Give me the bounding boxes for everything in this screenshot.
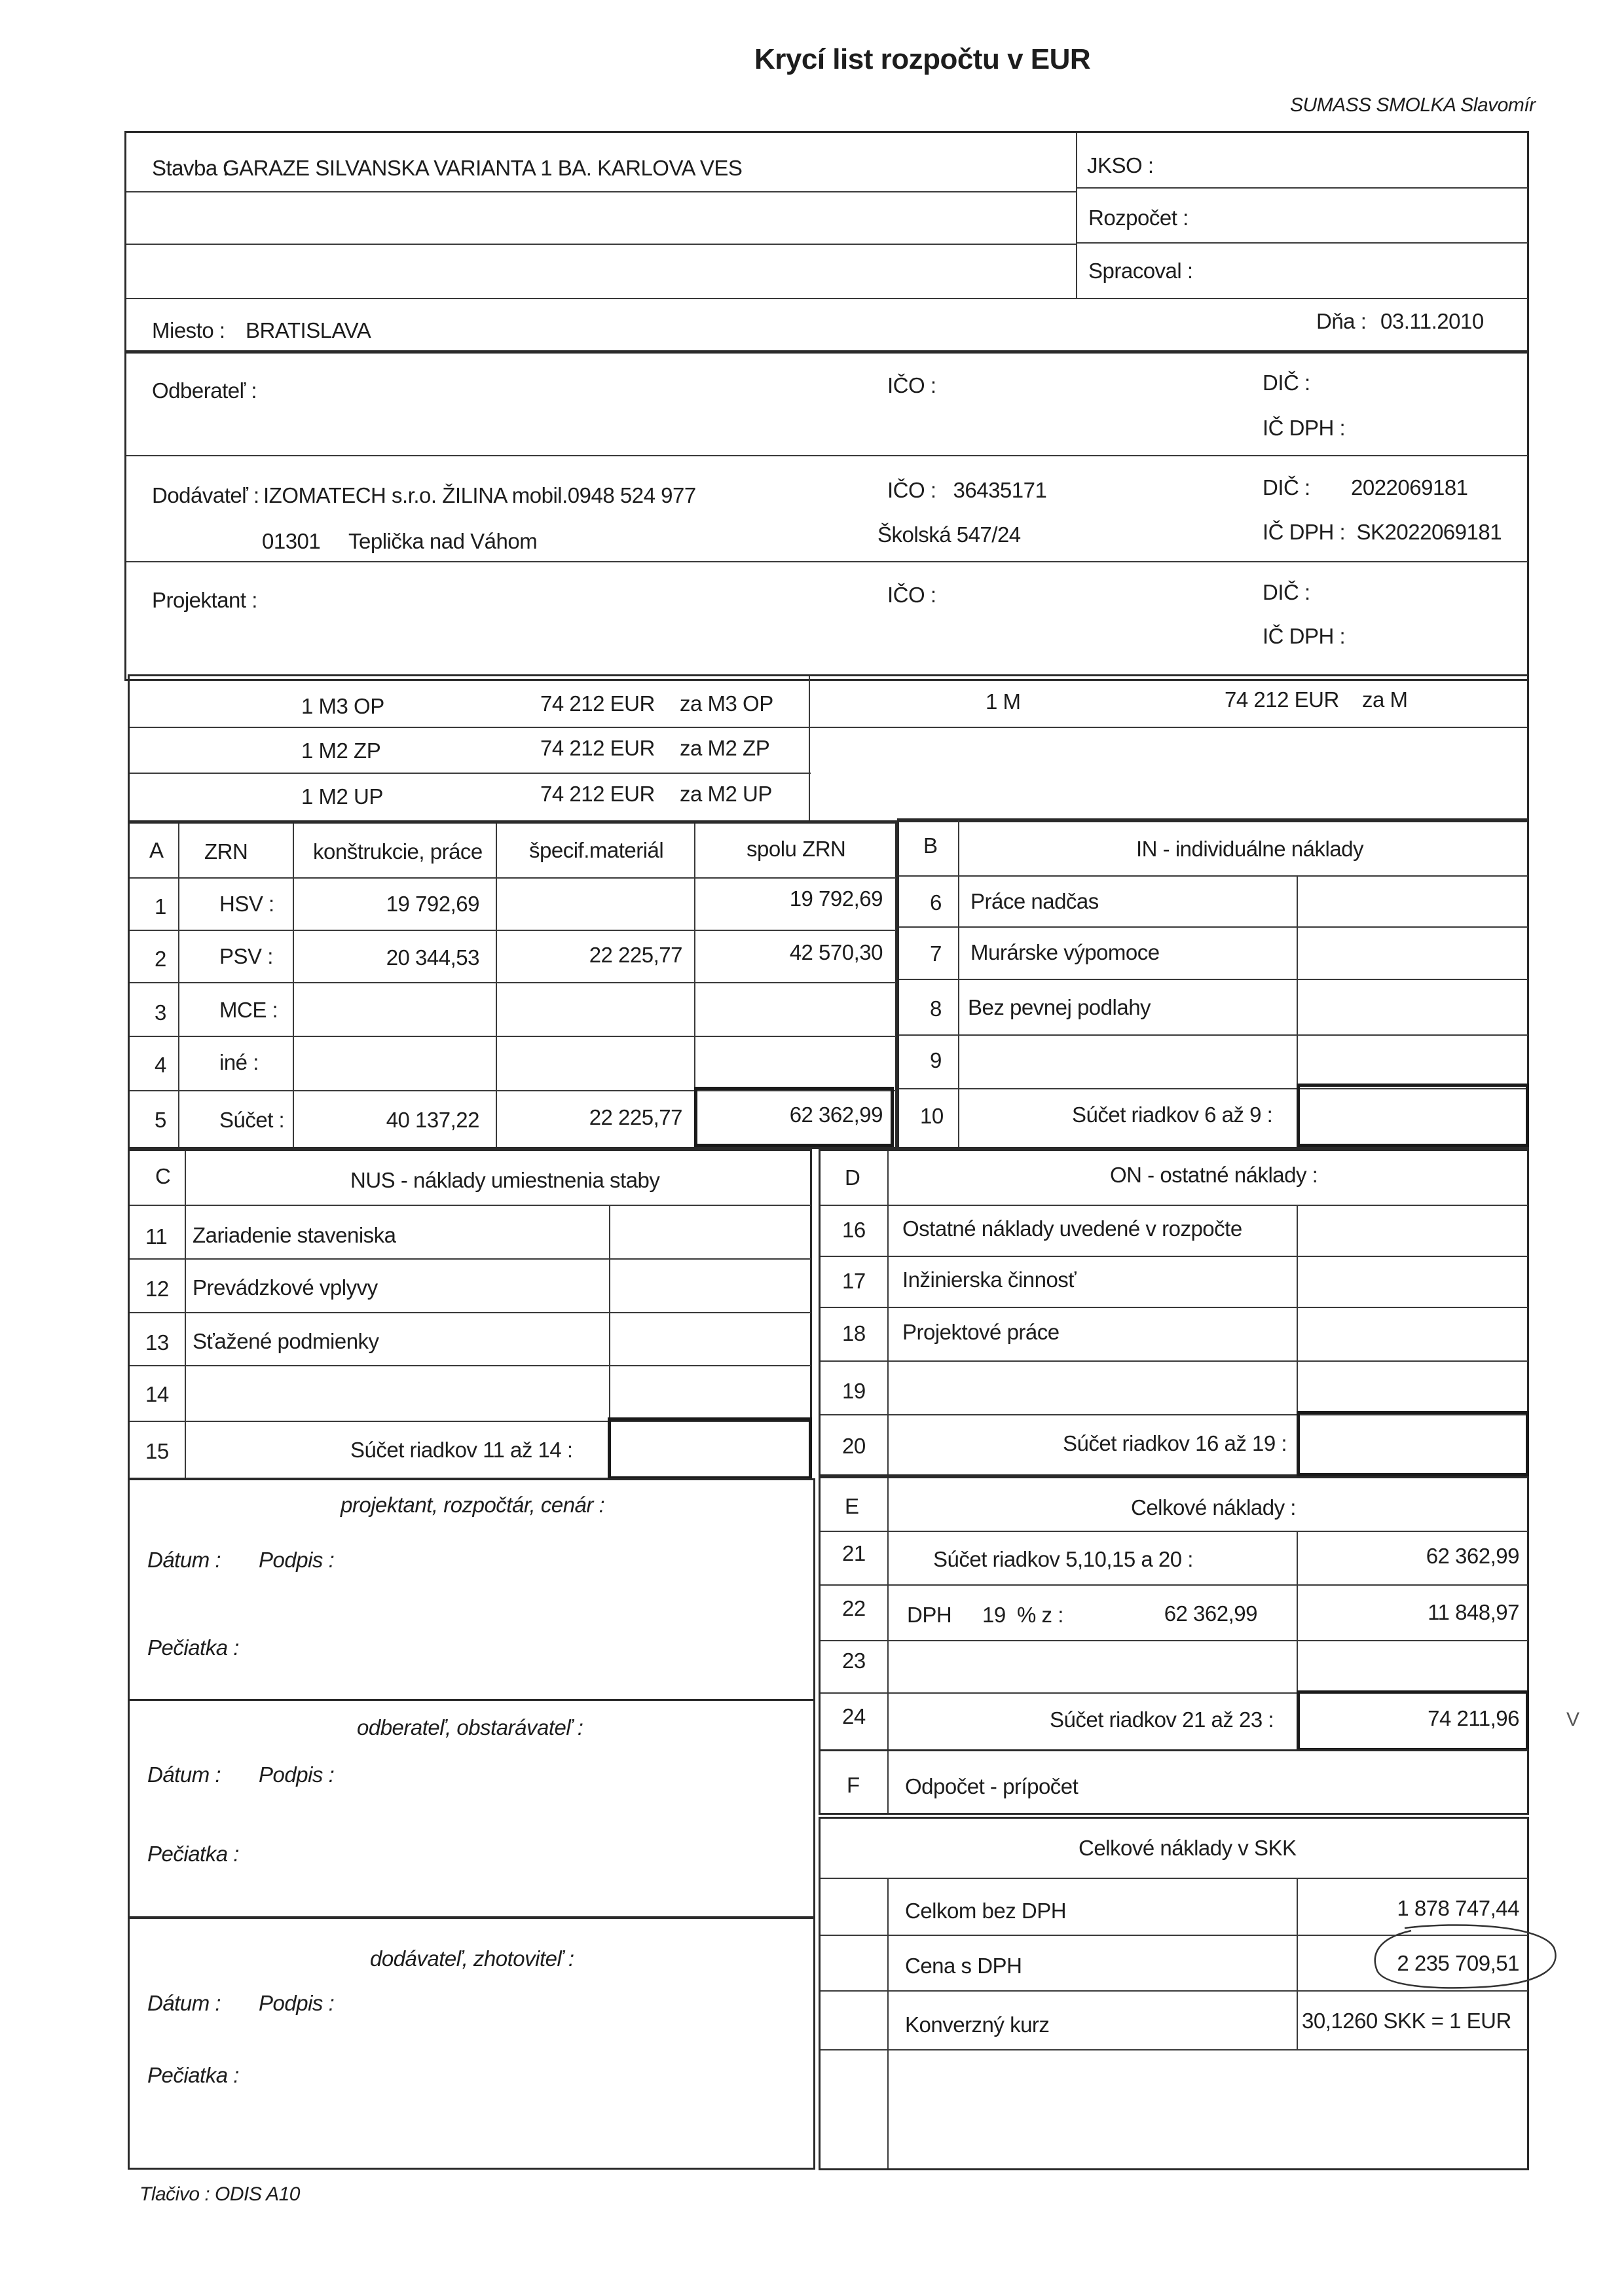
row-11-label: Zariadenie staveniska (193, 1223, 396, 1247)
dodavatel-label: Dodávateľ : (152, 483, 259, 507)
sum-d-box (1297, 1411, 1529, 1476)
sign-3-podpis: Podpis : (259, 1991, 335, 2015)
jkso-label: JKSO : (1087, 153, 1154, 177)
odberatel-label: Odberateľ : (152, 378, 257, 403)
skk-kurz-label: Konverzný kurz (905, 2013, 1050, 2037)
dodavatel-icdph: IČ DPH : SK2022069181 (1263, 520, 1502, 544)
row-9-no: 9 (930, 1048, 942, 1072)
row-6-no: 6 (930, 890, 942, 915)
dodavatel-street: Školská 547/24 (877, 522, 1021, 547)
spracoval-label: Spracoval : (1088, 259, 1193, 283)
section-d-title: ON - ostatné náklady : (1110, 1163, 1318, 1187)
dodavatel-dic-value: 2022069181 (1351, 475, 1468, 500)
skk-kurz-value: 30,1260 SKK = 1 EUR (1302, 2009, 1511, 2033)
row-21-value: 62 362,99 (1426, 1544, 1519, 1568)
unit-2-per: za M2 ZP (680, 736, 770, 760)
section-f-letter: F (847, 1773, 860, 1797)
row-13-no: 13 (145, 1330, 169, 1355)
sign-2-podpis: Podpis : (259, 1762, 335, 1787)
unit-1-price: 74 212 EUR (540, 691, 655, 716)
row-5-spolu: 62 362,99 (789, 1102, 883, 1127)
dodavatel-dic-label: DIČ : (1263, 475, 1310, 500)
row-17-label: Inžinierska činnosť (902, 1267, 1077, 1292)
row-23-no: 23 (842, 1649, 866, 1673)
sign-1-datum: Dátum : (147, 1548, 221, 1572)
skk-title: Celkové náklady v SKK (1079, 1836, 1297, 1860)
row-11-no: 11 (145, 1224, 168, 1248)
section-c-letter: C (155, 1164, 171, 1188)
row-16-no: 16 (842, 1218, 866, 1242)
margin-mark: V (1566, 1709, 1579, 1730)
odberatel-ico: IČO : (887, 373, 936, 397)
material-header: špecif.materiál (529, 838, 664, 862)
page-title: Krycí list rozpočtu v EUR (754, 43, 1091, 75)
row-24-label: Súčet riadkov 21 až 23 : (1050, 1707, 1274, 1732)
skk-s-dph-label: Cena s DPH (905, 1954, 1022, 1978)
section-c-title: NUS - náklady umiestnenia staby (350, 1168, 660, 1192)
row-5-prace: 40 137,22 (386, 1108, 479, 1132)
section-f-label: Odpočet - prípočet (905, 1774, 1079, 1798)
handwritten-circle (1365, 1922, 1562, 1994)
row-1-prace: 19 792,69 (386, 892, 479, 916)
konstrukcie-header: konštrukcie, práce (313, 839, 483, 864)
stavba-value: GARAZE SILVANSKA VARIANTA 1 BA. KARLOVA VES (223, 156, 743, 180)
unit-m: 1 M (986, 689, 1021, 714)
skk-bez-dph-label: Celkom bez DPH (905, 1899, 1067, 1923)
row-2-label: PSV : (219, 944, 273, 968)
row-22-base: 62 362,99 (1164, 1601, 1257, 1626)
row-1-spolu: 19 792,69 (789, 886, 883, 911)
sign-1-podpis: Podpis : (259, 1548, 335, 1572)
section-a-letter: A (149, 838, 164, 862)
row-19-no: 19 (842, 1379, 866, 1403)
sign-2-datum: Dátum : (147, 1762, 221, 1787)
projektant-dic: DIČ : (1263, 580, 1310, 604)
unit-m-per: za M (1362, 687, 1408, 712)
unit-1: 1 M3 OP (301, 694, 384, 718)
row-15-label: Súčet riadkov 11 až 14 : (350, 1438, 573, 1462)
sign-1-peciatka: Pečiatka : (147, 1635, 239, 1660)
dna-value: 03.11.2010 (1380, 309, 1484, 333)
unit-3: 1 M2 UP (301, 784, 383, 809)
row-2-no: 2 (155, 947, 166, 971)
row-5-material: 22 225,77 (589, 1105, 682, 1129)
row-22-no: 22 (842, 1596, 866, 1620)
row-8-no: 8 (930, 996, 942, 1021)
row-2-prace: 20 344,53 (386, 945, 479, 970)
row-5-label: Súčet : (219, 1108, 285, 1132)
spolu-header: spolu ZRN (747, 837, 846, 861)
section-d-letter: D (845, 1165, 860, 1190)
row-22-rate: 19 % z : (982, 1603, 1063, 1627)
odberatel-icdph: IČ DPH : (1263, 416, 1346, 440)
row-2-material: 22 225,77 (589, 943, 682, 967)
stavba-label: Stavba : (152, 156, 229, 180)
sign-3-datum: Dátum : (147, 1991, 221, 2015)
rozpocet-label: Rozpočet : (1088, 206, 1189, 230)
row-24-value: 74 211,96 (1428, 1706, 1519, 1730)
section-b-title: IN - individuálne náklady (1136, 837, 1364, 861)
unit-3-per: za M2 UP (680, 782, 772, 806)
row-18-no: 18 (842, 1321, 866, 1345)
unit-2-price: 74 212 EUR (540, 736, 655, 760)
skk-box (819, 1817, 1529, 2170)
row-1-label: HSV : (219, 892, 274, 916)
row-22-value: 11 848,97 (1428, 1600, 1519, 1624)
unit-m-price: 74 212 EUR (1225, 687, 1339, 712)
row-4-no: 4 (155, 1053, 166, 1077)
author: SUMASS SMOLKA Slavomír (1290, 94, 1536, 116)
row-16-label: Ostatné náklady uvedené v rozpočte (902, 1216, 1242, 1241)
sign-3-peciatka: Pečiatka : (147, 2063, 239, 2087)
dodavatel-ico: IČO : 36435171 (887, 478, 1047, 502)
zrn-header: ZRN (204, 839, 248, 864)
row-17-no: 17 (842, 1269, 866, 1293)
row-5-no: 5 (155, 1108, 166, 1132)
unit-1-per: za M3 OP (680, 691, 773, 716)
row-24-no: 24 (842, 1704, 866, 1728)
row-8-label: Bez pevnej podlahy (968, 995, 1151, 1019)
row-2-spolu: 42 570,30 (789, 940, 883, 964)
sign-2-peciatka: Pečiatka : (147, 1842, 239, 1866)
section-e-title: Celkové náklady : (1131, 1495, 1296, 1520)
sign-2-title: odberateľ, obstarávateľ : (357, 1715, 583, 1740)
row-15-no: 15 (145, 1439, 169, 1463)
skk-s-dph-value: 2 235 709,51 (1397, 1951, 1519, 1975)
section-e-letter: E (845, 1494, 859, 1518)
row-13-label: Sťažené podmienky (193, 1329, 379, 1353)
skk-bez-dph-value: 1 878 747,44 (1397, 1896, 1519, 1920)
odberatel-dic: DIČ : (1263, 371, 1310, 395)
row-12-label: Prevádzkové vplyvy (193, 1275, 378, 1300)
row-7-label: Murárske výpomoce (970, 940, 1160, 964)
row-21-label: Súčet riadkov 5,10,15 a 20 : (933, 1547, 1193, 1571)
sum-c-box (608, 1417, 812, 1480)
row-21-no: 21 (842, 1541, 866, 1565)
row-10-no: 10 (920, 1104, 944, 1128)
projektant-label: Projektant : (152, 588, 257, 612)
sign-1-title: projektant, rozpočtár, cenár : (341, 1493, 605, 1517)
unit-3-price: 74 212 EUR (540, 782, 655, 806)
dna-label: Dňa : (1316, 309, 1367, 333)
projektant-icdph: IČ DPH : (1263, 624, 1346, 648)
row-14-no: 14 (145, 1382, 169, 1406)
row-10-label: Súčet riadkov 6 až 9 : (1072, 1102, 1273, 1127)
miesto-value: BRATISLAVA (246, 318, 371, 342)
row-20-no: 20 (842, 1434, 866, 1458)
row-6-label: Práce nadčas (970, 889, 1099, 913)
unit-2: 1 M2 ZP (301, 738, 381, 763)
projektant-ico: IČO : (887, 583, 936, 607)
row-18-label: Projektové práce (902, 1320, 1060, 1344)
row-12-no: 12 (145, 1277, 169, 1301)
row-3-label: MCE : (219, 998, 278, 1022)
row-22-label: DPH (907, 1603, 952, 1627)
dodavatel-value: IZOMATECH s.r.o. ŽILINA mobil.0948 524 977 (263, 483, 696, 507)
tlacivo: Tlačivo : ODIS A10 (139, 2183, 300, 2205)
section-b-letter: B (923, 833, 938, 858)
row-7-no: 7 (930, 941, 942, 966)
miesto-label: Miesto : (152, 318, 225, 342)
dodavatel-address: 01301 Teplička nad Váhom (262, 529, 538, 553)
sign-3-title: dodávateľ, zhotoviteľ : (370, 1946, 574, 1971)
row-4-label: iné : (219, 1050, 259, 1074)
row-3-no: 3 (155, 1000, 166, 1025)
row-1-no: 1 (155, 894, 166, 919)
sum-b-box (1297, 1084, 1529, 1147)
row-20-label: Súčet riadkov 16 až 19 : (1063, 1431, 1287, 1455)
